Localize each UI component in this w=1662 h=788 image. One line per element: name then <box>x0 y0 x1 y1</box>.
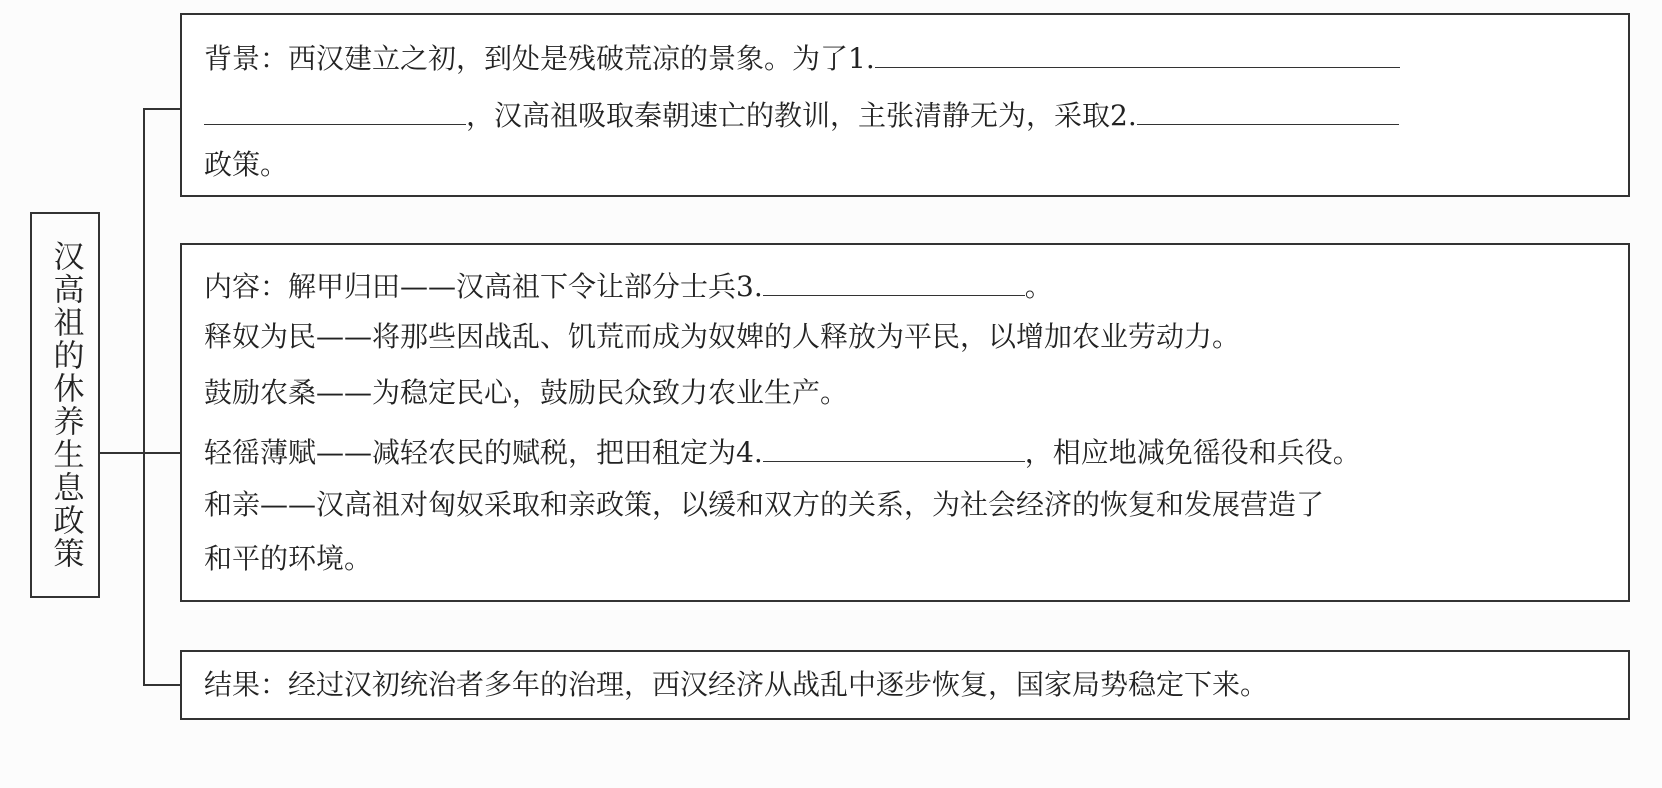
mind-map-title: 汉高祖的休养生息政策 <box>47 240 84 570</box>
content-line-1 <box>204 265 1053 305</box>
content-text-2: 释奴为民——将那些因战乱、饥荒而成为奴婢的人释放为平民，以增加农业劳动力。 <box>204 320 1241 353</box>
content-text-4a: 轻徭薄赋——减轻农民的赋税，把田租定为4. <box>204 436 763 469</box>
content-text-4b: ，相应地减免徭役和兵役。 <box>1024 436 1361 469</box>
title-box <box>30 212 100 598</box>
content-text-1b: 。 <box>1024 270 1053 303</box>
content-line-4 <box>204 431 1361 471</box>
content-line-3 <box>204 375 848 411</box>
content-line-5 <box>204 487 1324 523</box>
blank-2[interactable] <box>1137 94 1399 125</box>
connector-horizontal-main <box>100 452 144 454</box>
background-line-1 <box>204 37 1400 77</box>
background-text-3: 政策。 <box>204 148 289 181</box>
blank-1-continued[interactable] <box>204 94 466 125</box>
blank-3[interactable] <box>763 265 1025 296</box>
content-box <box>180 243 1630 602</box>
content-text-5: 和亲——汉高祖对匈奴采取和亲政策，以缓和双方的关系，为社会经济的恢复和发展营造了 <box>204 488 1325 521</box>
background-box <box>180 13 1630 197</box>
content-text-1a: 内容：解甲归田——汉高祖下令让部分士兵3. <box>204 270 763 303</box>
background-line-3 <box>204 147 288 183</box>
result-line-1 <box>204 667 1268 703</box>
background-text-2: ，汉高祖吸取秦朝速亡的教训，主张清静无为，采取2. <box>466 99 1137 132</box>
result-box <box>180 650 1630 720</box>
content-line-6 <box>204 541 372 577</box>
background-text-1: 背景：西汉建立之初，到处是残破荒凉的景象。为了1. <box>204 42 875 75</box>
result-text-1: 结果：经过汉初统治者多年的治理，西汉经济从战乱中逐步恢复，国家局势稳定下来。 <box>204 668 1269 701</box>
connector-to-result <box>143 684 180 686</box>
background-line-2 <box>204 94 1399 134</box>
connector-to-content <box>143 452 180 454</box>
blank-4[interactable] <box>763 431 1025 462</box>
content-text-6: 和平的环境。 <box>204 542 373 575</box>
blank-1[interactable] <box>875 37 1400 68</box>
connector-vertical-trunk <box>143 108 145 685</box>
content-line-2 <box>204 319 1240 355</box>
connector-to-background <box>143 108 180 110</box>
content-text-3: 鼓励农桑——为稳定民心，鼓励民众致力农业生产。 <box>204 376 849 409</box>
